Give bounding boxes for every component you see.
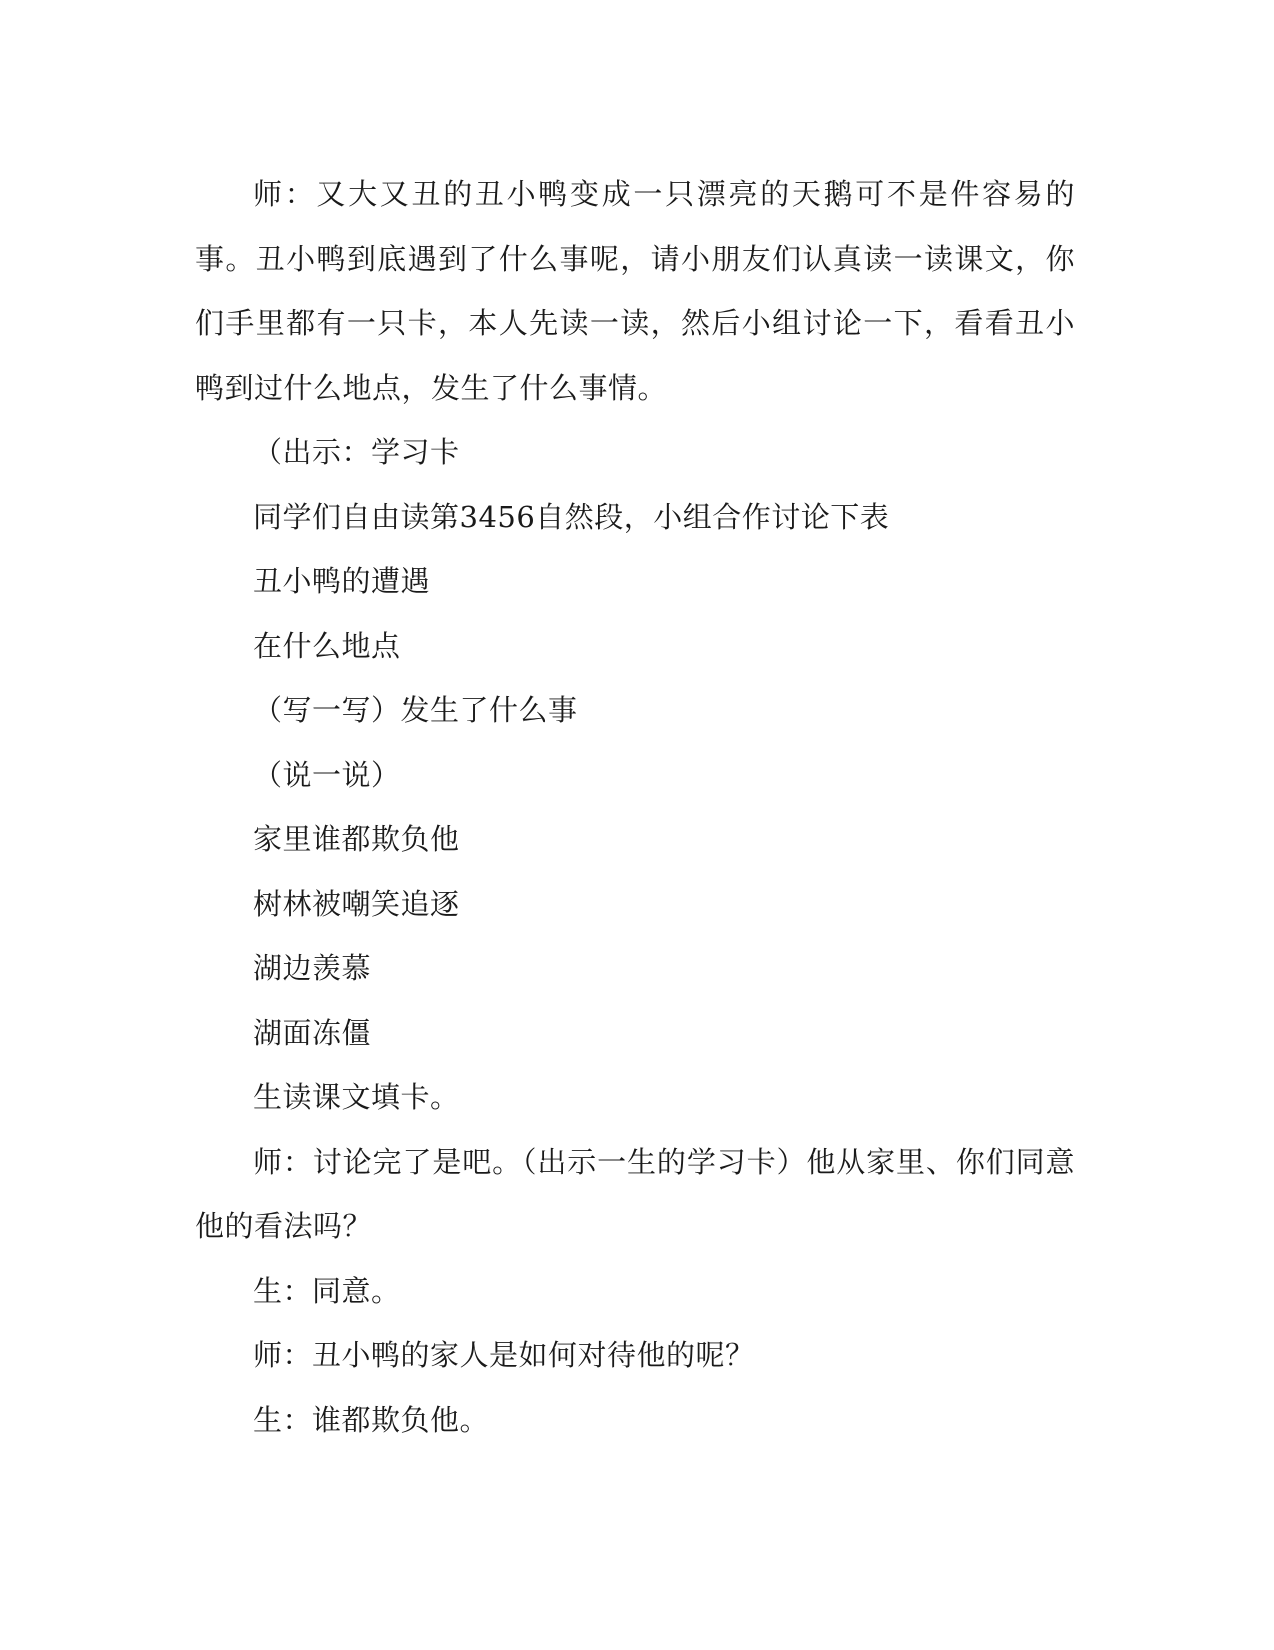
paragraph-student-fill-card: 生读课文填卡。 [253, 1080, 460, 1114]
paragraph-table-header-event: （写一写）发生了什么事 [253, 693, 578, 727]
paragraph-teacher-discussion: 师：讨论完了是吧。（出示一生的学习卡）他从家里、你们同意他的看法吗？ [195, 1144, 1075, 1243]
paragraph-instruction: 同学们自由读第3456自然段，小组合作讨论下表 [253, 499, 890, 534]
paragraph-row-home: 家里谁都欺负他 [253, 822, 460, 856]
paragraph-table-header-place: 在什么地点 [253, 628, 401, 663]
paragraph-student-agree: 生：同意。 [253, 1273, 401, 1308]
paragraph-row-forest: 树林被嘲笑追逐 [253, 886, 460, 921]
paragraph-student-answer: 生：谁都欺负他。 [253, 1402, 490, 1437]
paragraph-show-card: （出示：学习卡 [253, 435, 460, 469]
paragraph-table-header-say: （说一说） [253, 757, 401, 792]
paragraph-teacher-question: 师：丑小鸭的家人是如何对待他的呢？ [253, 1338, 755, 1372]
paragraph-row-lake-surface: 湖面冻僵 [253, 1015, 372, 1050]
paragraph-teacher-intro: 师：又大又丑的丑小鸭变成一只漂亮的天鹅可不是件容易的事。丑小鸭到底遇到了什么事呢，请小朋友们认真读一读课文，你们手里都有一只卡，本人先读一读，然后小组讨论一下，看看丑小鸭到过什么地点，发生了什么事情。 [195, 177, 1075, 405]
paragraph-row-lakeside: 湖边羡慕 [253, 951, 372, 985]
document-body [195, 162, 1075, 1452]
paragraph-table-title: 丑小鸭的遭遇 [253, 564, 431, 598]
